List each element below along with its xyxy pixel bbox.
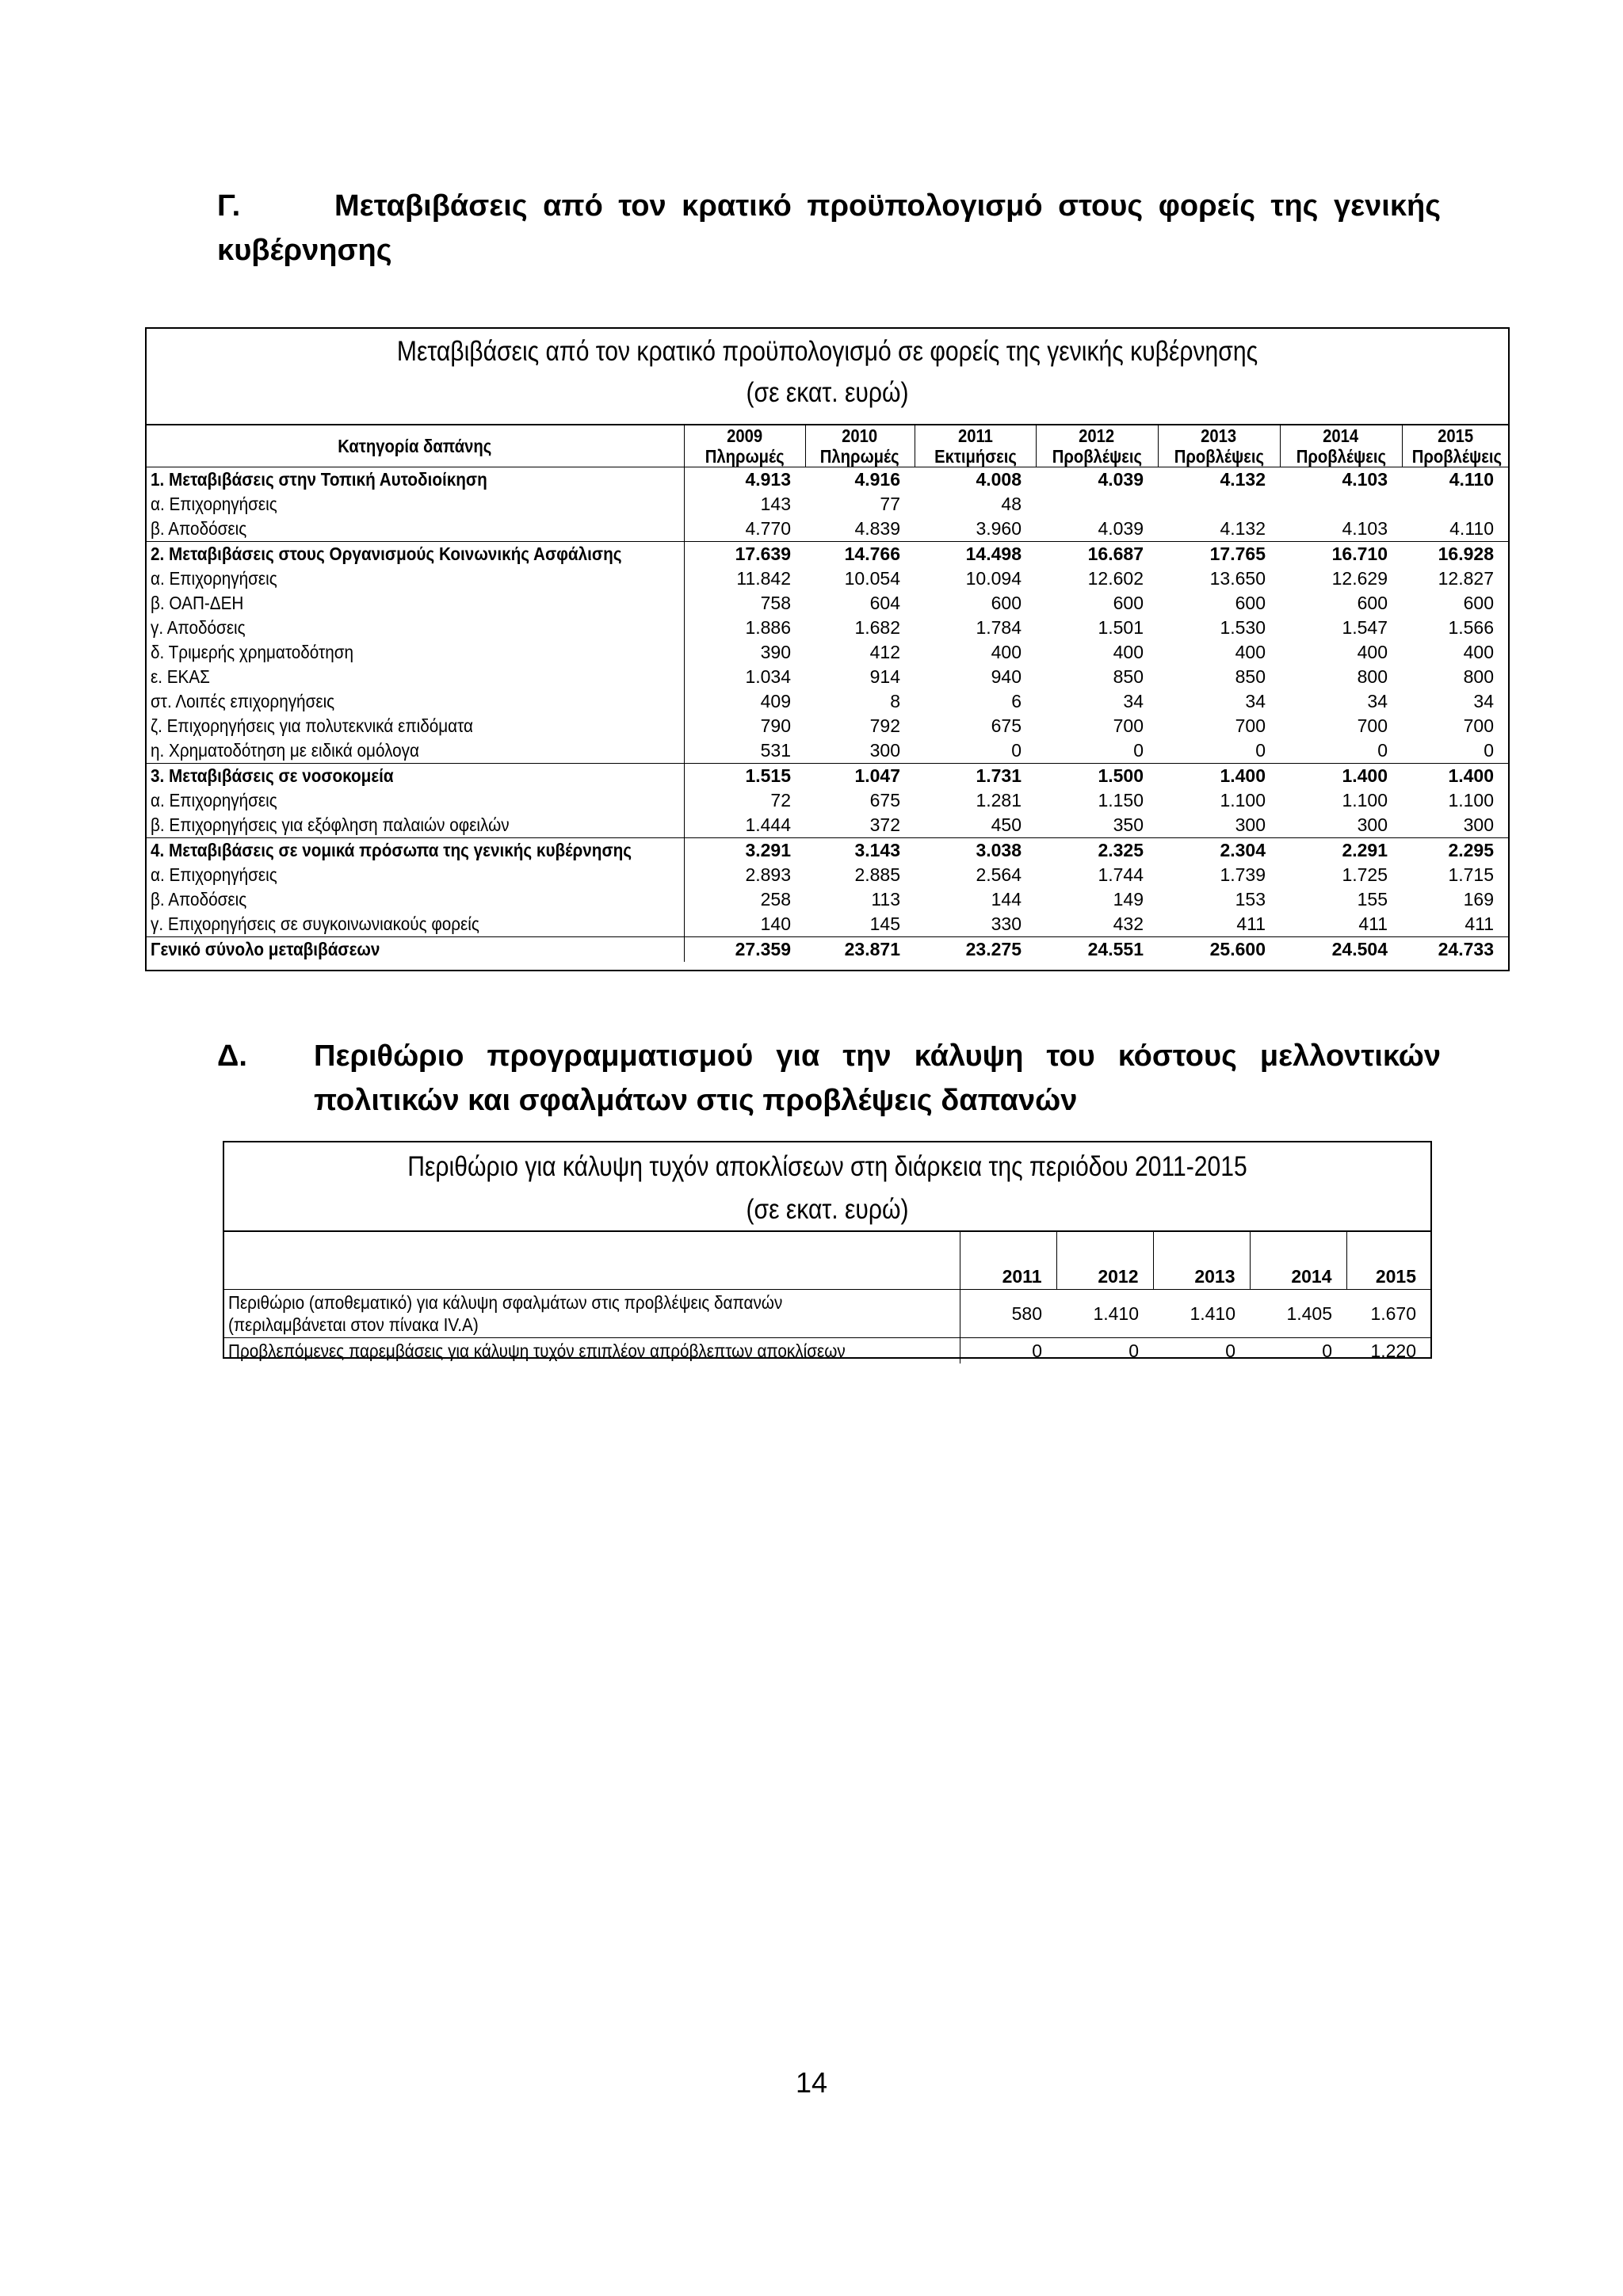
cell-value: 12.629 [1331,568,1388,589]
table-row [147,616,1508,640]
cell-value: 300 [1357,814,1388,835]
cell-value: 2.893 [745,864,791,885]
cell-value: 155 [1357,889,1388,910]
section-d-letter: Δ. [217,1039,247,1073]
cell-value: 1.100 [1342,790,1388,810]
cell-value: 113 [871,889,900,910]
cell-value: 790 [760,715,791,736]
transfers-table-subtitle: (σε εκατ. ευρώ) [746,377,909,408]
table-row [147,517,1508,542]
cell-value [1158,492,1280,517]
cell-value: 17.639 [684,542,805,567]
cell-value: 3.143 [805,838,915,864]
cell-value: 409 [760,691,791,711]
cell-value: 34 [1123,691,1144,711]
row-label: Γενικό σύνολο μεταβιβάσεων [147,937,684,963]
cell-value: 372 [869,814,900,835]
row-label: 3. Μεταβιβάσεις σε νοσοκομεία [147,764,684,789]
cell-value: 48 [1001,494,1022,514]
row-label: ε. ΕΚΑΣ [147,665,684,689]
margin-table-title: Περιθώριο για κάλυψη τυχόν αποκλίσεων στη διάρκεια της περιόδου 2011-2015 [407,1151,1247,1182]
cell-value: 432 [1113,913,1144,934]
table-row [147,788,1508,813]
transfers-table-body [147,467,1508,963]
transfers-table-header-row [147,425,1508,467]
row-label: Προβλεπόμενες παρεμβάσεις για κάλυψη τυχόν επιπλέον απρόβλεπτων αποκλίσεων [224,1338,960,1364]
cell-value: 1.500 [1036,764,1158,789]
transfers-table-title: Μεταβιβάσεις από τον κρατικό προϋπολογισμό σε φορείς της γενικής κυβέρνησης [396,336,1258,367]
cell-value: 3.038 [915,838,1036,864]
row-label: γ. Επιχορηγήσεις σε συγκοινωνιακούς φορείς [147,912,684,937]
cell-value: 4.913 [745,469,791,490]
cell-value: 800 [1463,666,1494,687]
cell-value: 600 [991,593,1022,613]
cell-value: 2.304 [1158,838,1280,864]
cell-value: 600 [1463,593,1494,613]
cell-value: 10.054 [844,568,900,589]
cell-value: 24.551 [1036,937,1158,963]
table-row [147,591,1508,616]
row-label: β. Αποδόσεις [147,517,684,542]
table-row [147,665,1508,689]
page-number: 14 [795,2066,828,2099]
row-label: β. Επιχορηγήσεις για εξόφληση παλαιών οφειλών [147,813,684,838]
cell-value: 4.008 [976,469,1022,490]
margin-table-header-row [224,1231,1430,1290]
cell-value: 1.547 [1342,617,1388,638]
cell-value: 4.132 [1220,518,1266,539]
row-label: ζ. Επιχορηγήσεις για πολυτεκνικά επιδόματα [147,714,684,738]
cell-value: 1.400 [1402,764,1508,789]
row-label: η. Χρηματοδότηση με ειδικά ομόλογα [147,738,684,764]
row-label: δ. Τριμερής χρηματοδότηση [147,640,684,665]
cell-value: 400 [1235,642,1266,662]
cell-value: 300 [869,740,900,761]
cell-value: 0 [1377,740,1388,761]
table-row [147,566,1508,591]
year-header: 2012 [1056,1231,1153,1290]
table-row [224,1338,1430,1364]
cell-value [1402,492,1508,517]
cell-value: 1.047 [805,764,915,789]
row-label: 2. Μεταβιβάσεις στους Οργανισμούς Κοινωνικής Ασφάλισης [147,542,684,567]
cell-value: 2.295 [1402,838,1508,864]
table-row [147,912,1508,937]
cell-value: 400 [1113,642,1144,662]
cell-value: 23.275 [915,937,1036,963]
column-header: 2015 Προβλέψεις [1402,425,1508,467]
cell-value: 1.100 [1448,790,1494,810]
cell-value: 1.220 [1370,1341,1416,1361]
year-header: 2014 [1250,1231,1346,1290]
transfers-table-grid [147,424,1508,962]
cell-value: 13.650 [1209,568,1266,589]
cell-value: 4.103 [1342,469,1388,490]
cell-value: 4.916 [854,469,900,490]
cell-value: 23.871 [805,937,915,963]
cell-value: 2.291 [1280,838,1402,864]
cell-value: 1.150 [1098,790,1144,810]
cell-value: 450 [991,814,1022,835]
cell-value: 700 [1463,715,1494,736]
cell-value: 4.839 [854,518,900,539]
cell-value: 850 [1113,666,1144,687]
cell-value: 675 [991,715,1022,736]
row-label: α. Επιχορηγήσεις [147,863,684,887]
row-label: β. ΟΑΠ-ΔΕΗ [147,591,684,616]
cell-value: 0 [1484,740,1494,761]
cell-value: 0 [1225,1341,1235,1361]
cell-value: 34 [1367,691,1388,711]
cell-value: 77 [880,494,900,514]
margin-table-blank-header [224,1231,960,1290]
table-row [147,937,1508,963]
cell-value: 1.281 [976,790,1022,810]
cell-value: 258 [760,889,791,910]
cell-value: 1.100 [1220,790,1266,810]
row-label: Περιθώριο (αποθεματικό) για κάλυψη σφαλμάτων στις προβλέψεις δαπανών (περιλαμβάνεται στον πίνακα IV.A) [224,1290,960,1338]
cell-value: 700 [1357,715,1388,736]
table-row [147,542,1508,567]
cell-value: 24.504 [1280,937,1402,963]
cell-value: 411 [1465,913,1494,934]
table-row [147,738,1508,764]
cell-value: 1.444 [745,814,791,835]
table-row [147,887,1508,912]
table-row [147,838,1508,864]
cell-value: 2.325 [1036,838,1158,864]
cell-value: 800 [1357,666,1388,687]
cell-value: 145 [869,913,900,934]
table-row [224,1290,1430,1338]
cell-value: 1.515 [684,764,805,789]
cell-value: 400 [991,642,1022,662]
margin-table [223,1141,1432,1359]
cell-value: 4.110 [1449,469,1494,490]
cell-value: 1.744 [1098,864,1144,885]
row-label: 4. Μεταβιβάσεις σε νομικά πρόσωπα της γενικής κυβέρνησης [147,838,684,864]
year-header: 2015 [1346,1231,1430,1290]
cell-value: 140 [760,913,791,934]
section-d-heading [217,1034,1441,1123]
cell-value: 700 [1113,715,1144,736]
cell-value: 1.682 [854,617,900,638]
cell-value: 0 [1133,740,1144,761]
cell-value: 412 [869,642,900,662]
cell-value [1280,492,1402,517]
cell-value: 1.566 [1448,617,1494,638]
cell-value: 0 [1032,1341,1042,1361]
cell-value: 4.132 [1220,469,1266,490]
row-label: α. Επιχορηγήσεις [147,492,684,517]
cell-value: 400 [1463,642,1494,662]
cell-value: 1.715 [1448,864,1494,885]
cell-value: 1.784 [976,617,1022,638]
section-g-heading [217,184,1441,273]
cell-value: 4.110 [1449,518,1494,539]
cell-value: 1.530 [1220,617,1266,638]
table-row [147,863,1508,887]
cell-value: 169 [1463,889,1494,910]
section-g-title: Μεταβιβάσεις από τον κρατικό προϋπολογισμό στους φορείς της γενικής κυβέρνησης [217,189,1441,267]
cell-value: 400 [1357,642,1388,662]
row-label: στ. Λοιπές επιχορηγήσεις [147,689,684,714]
table-row [147,492,1508,517]
table-row [147,714,1508,738]
cell-value: 144 [991,889,1022,910]
cell-value: 24.733 [1402,937,1508,963]
cell-value: 300 [1463,814,1494,835]
cell-value: 153 [1235,889,1266,910]
cell-value: 758 [760,593,791,613]
row-label: α. Επιχορηγήσεις [147,788,684,813]
cell-value: 1.410 [1056,1290,1153,1338]
cell-value: 72 [770,790,791,810]
cell-value: 792 [869,715,900,736]
cell-value: 940 [991,666,1022,687]
cell-value: 531 [760,740,791,761]
cell-value: 4.103 [1342,518,1388,539]
cell-value: 3.960 [976,518,1022,539]
row-label: 1. Μεταβιβάσεις στην Τοπική Αυτοδιοίκηση [147,467,684,493]
table-row [147,689,1508,714]
cell-value: 850 [1235,666,1266,687]
column-header: 2009 Πληρωμές [684,425,805,467]
cell-value: 1.739 [1220,864,1266,885]
cell-value: 1.410 [1153,1290,1250,1338]
cell-value: 34 [1245,691,1266,711]
cell-value: 11.842 [736,568,791,589]
cell-value: 16.928 [1402,542,1508,567]
cell-value: 1.400 [1280,764,1402,789]
cell-value: 600 [1113,593,1144,613]
cell-value: 14.766 [805,542,915,567]
column-header: 2013 Προβλέψεις [1158,425,1280,467]
cell-value: 1.034 [745,666,791,687]
cell-value: 411 [1358,913,1388,934]
cell-value: 10.094 [965,568,1022,589]
column-header: 2010 Πληρωμές [805,425,915,467]
cell-value: 1.405 [1250,1290,1346,1338]
margin-table-subtitle: (σε εκατ. ευρώ) [746,1194,909,1225]
cell-value: 12.827 [1438,568,1494,589]
cell-value: 0 [1255,740,1266,761]
cell-value: 1.725 [1342,864,1388,885]
transfers-table [145,327,1510,971]
cell-value: 149 [1113,889,1144,910]
cell-value: 1.670 [1346,1290,1430,1338]
cell-value: 600 [1357,593,1388,613]
cell-value: 675 [869,790,900,810]
cell-value: 330 [991,913,1022,934]
cell-value: 6 [1011,691,1022,711]
cell-value: 1.400 [1158,764,1280,789]
cell-value: 2.885 [854,864,900,885]
cell-value: 2.564 [976,864,1022,885]
section-g-letter: Γ. [217,189,241,223]
cell-value: 914 [869,666,900,687]
cell-value: 0 [1322,1341,1332,1361]
cell-value: 0 [1128,1341,1139,1361]
cell-value: 25.600 [1158,937,1280,963]
cell-value [1036,492,1158,517]
cell-value: 27.359 [684,937,805,963]
column-header: 2014 Προβλέψεις [1280,425,1402,467]
table-row [147,813,1508,838]
cell-value: 1.501 [1098,617,1144,638]
cell-value: 143 [760,494,791,514]
cell-value: 4.039 [1098,469,1144,490]
cell-value: 3.291 [684,838,805,864]
row-label: β. Αποδόσεις [147,887,684,912]
category-header: Κατηγορία δαπάνης [147,425,684,467]
cell-value: 8 [890,691,900,711]
year-header: 2011 [960,1231,1056,1290]
cell-value: 16.687 [1036,542,1158,567]
cell-value: 34 [1473,691,1494,711]
cell-value: 16.710 [1280,542,1402,567]
section-d-title: Περιθώριο προγραμματισμού για την κάλυψη του κόστους μελλοντικών πολιτικών και σφαλμάτων στις προβλέψεις δαπανών [314,1039,1441,1117]
margin-table-grid [224,1230,1430,1363]
cell-value: 4.039 [1098,518,1144,539]
cell-value: 12.602 [1087,568,1144,589]
cell-value: 0 [1011,740,1022,761]
cell-value: 17.765 [1158,542,1280,567]
cell-value: 580 [960,1290,1056,1338]
year-header: 2013 [1153,1231,1250,1290]
cell-value: 4.770 [745,518,791,539]
row-label: α. Επιχορηγήσεις [147,566,684,591]
column-header: 2011 Εκτιμήσεις [915,425,1036,467]
row-label: γ. Αποδόσεις [147,616,684,640]
cell-value: 600 [1235,593,1266,613]
cell-value: 350 [1113,814,1144,835]
table-row [147,764,1508,789]
table-row [147,467,1508,493]
cell-value: 411 [1236,913,1266,934]
cell-value: 700 [1235,715,1266,736]
cell-value: 1.886 [745,617,791,638]
column-header: 2012 Προβλέψεις [1036,425,1158,467]
cell-value: 390 [760,642,791,662]
cell-value: 1.731 [915,764,1036,789]
table-row [147,640,1508,665]
cell-value: 300 [1235,814,1266,835]
cell-value: 14.498 [915,542,1036,567]
cell-value: 604 [869,593,900,613]
